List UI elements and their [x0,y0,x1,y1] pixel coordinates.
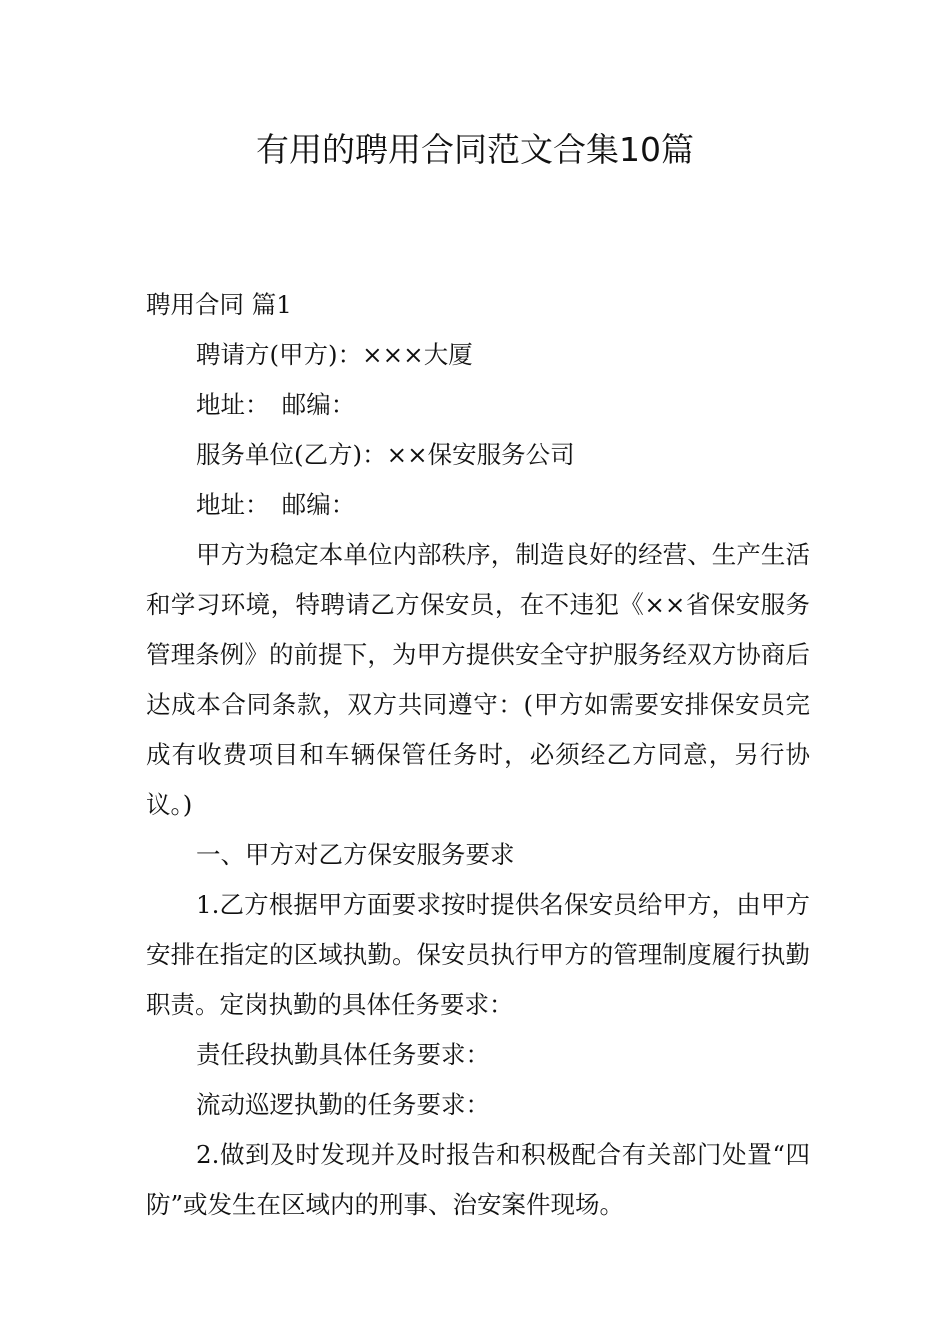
duty-section-line: 责任段执勤具体任务要求： [196,1040,490,1069]
clause-2-paragraph: 2.做到及时发现并及时报告和积极配合有关部门处置“四防”或发生在区域内的刑事、治安案件现场。 [146,1140,810,1219]
patrol-duty-line: 流动巡逻执勤的任务要求： [196,1090,490,1119]
clause-1-paragraph: 1.乙方根据甲方面要求按时提供名保安员给甲方，由甲方安排在指定的区域执勤。保安员执行甲方的管理制度履行执勤职责。定岗执勤的具体任务要求： [146,890,810,1019]
party-b-line: 服务单位(乙方)：××保安服务公司 [196,440,575,469]
document-title: 有用的聘用合同范文合集10篇 [256,130,694,169]
party-b-address-line: 地址： 邮编： [196,490,356,519]
party-a-line: 聘请方(甲方)：×××大厦 [196,340,473,369]
section-heading: 聘用合同 篇1 [146,290,292,319]
party-a-address-line: 地址： 邮编： [196,390,356,419]
document-body [146,280,810,1230]
clause-heading-one: 一、甲方对乙方保安服务要求 [196,840,515,869]
preamble-paragraph: 甲方为稳定本单位内部秩序，制造良好的经营、生产生活和学习环境，特聘请乙方保安员，在不违犯《××省保安服务管理条例》的前提下，为甲方提供安全守护服务经双方协商后达成本合同条款，双方共同遵守：(甲方如需要安排保安员完成有收费项目和车辆保管任务时，必须经乙方同意，另行协议。) [146,540,810,819]
